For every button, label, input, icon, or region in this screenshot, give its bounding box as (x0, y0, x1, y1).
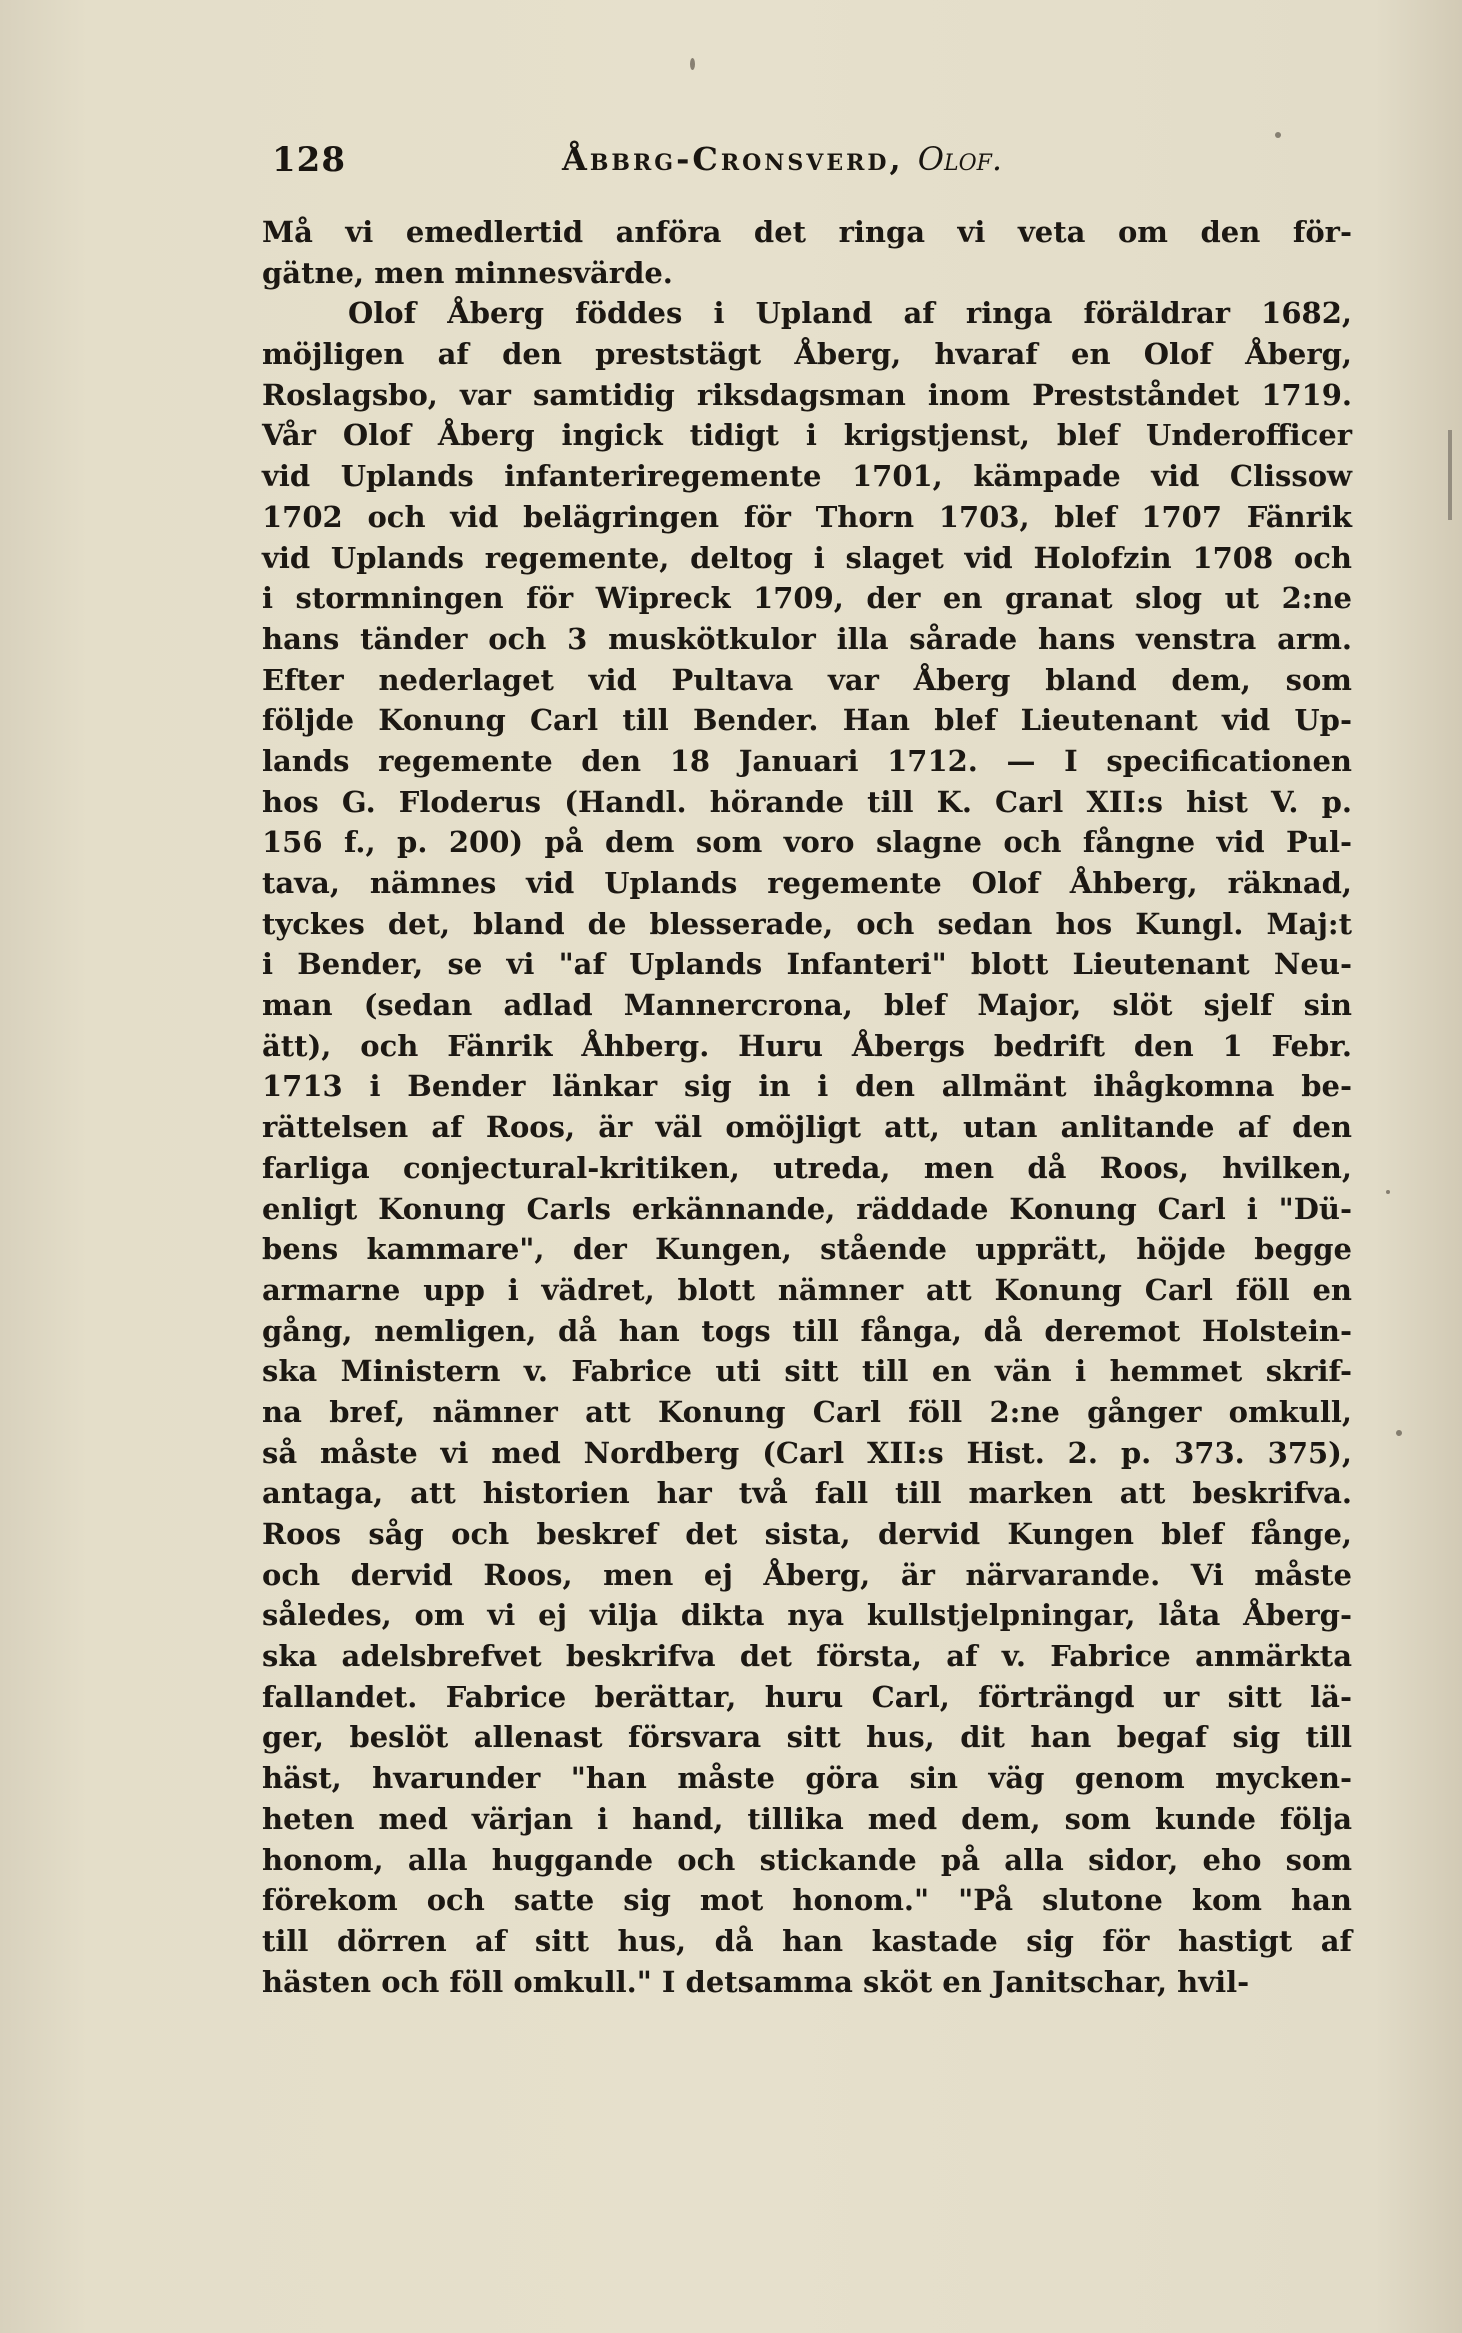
text-line: 1702 och vid belägringen för Thorn 1703, blef 1707 Fänrik (262, 499, 1352, 534)
text-line: 1713 i Bender länkar sig in i den allmänt ihågkomna be- (262, 1069, 1352, 1104)
text-line: na bref, nämner att Konung Carl föll 2:ne gånger omkull, (262, 1394, 1352, 1429)
text-line: 156 f., p. 200) på dem som voro slagne och fångne vid Pul- (262, 825, 1352, 860)
text-line: farliga conjectural-kritiken, utreda, men då Roos, hvilken, (262, 1150, 1352, 1185)
text-line: lands regemente den 18 Januari 1712. — I specificationen (262, 743, 1352, 778)
header-surname: Åbbrg-Cronsverd, (562, 140, 904, 178)
header-title (562, 140, 1002, 178)
paper-speck (690, 58, 695, 70)
text-line: fallandet. Fabrice berättar, huru Carl, förträngd ur sitt lä- (262, 1679, 1352, 1714)
text-line: Vår Olof Åberg ingick tidigt i krigstjenst, blef Underofficer (262, 418, 1352, 453)
text-line: ger, beslöt allenast försvara sitt hus, dit han begaf sig till (262, 1720, 1352, 1755)
paper-speck (1386, 1190, 1390, 1194)
page-number: 128 (272, 140, 346, 180)
running-head (272, 140, 1352, 190)
text-line: hos G. Floderus (Handl. hörande till K. Carl XII:s hist V. p. (262, 784, 1352, 819)
text-line: armarne upp i vädret, blott nämner att Konung Carl föll en (262, 1272, 1352, 1307)
paper-speck (1396, 1430, 1402, 1436)
text-line: följde Konung Carl till Bender. Han blef Lieutenant vid Up- (262, 703, 1352, 738)
text-line: i Bender, se vi "af Uplands Infanteri" blott Lieutenant Neu- (262, 947, 1352, 982)
text-line: ska Ministern v. Fabrice uti sitt till en vän i hemmet skrif- (262, 1354, 1352, 1389)
text-line: rättelsen af Roos, är väl omöjligt att, utan anlitande af den (262, 1110, 1352, 1145)
text-line: Roos såg och beskref det sista, dervid Kungen blef fånge, (262, 1517, 1352, 1551)
text-line: vid Uplands regemente, deltog i slaget vid Holofzin 1708 och (262, 540, 1352, 575)
text-line: enligt Konung Carls erkännande, räddade Konung Carl i "Dü- (262, 1191, 1352, 1226)
text-line: ska adelsbrefvet beskrifva det första, af v. Fabrice anmärkta (262, 1639, 1352, 1674)
text-line: Må vi emedlertid anföra det ringa vi veta om den för- (262, 215, 1352, 249)
text-line: Roslagsbo, var samtidig riksdagsman inom Prestståndet 1719. (262, 377, 1352, 412)
paper-speck (1275, 132, 1281, 138)
text-line: således, om vi ej vilja dikta nya kullstjelpningar, låta Åberg- (262, 1598, 1352, 1633)
text-line: till dörren af sitt hus, då han kastade sig för hastigt af (262, 1923, 1352, 1958)
text-line: gätne, men minnesvärde. (262, 255, 673, 290)
text-line: ätt), och Fänrik Åhberg. Huru Åbergs bedrift den 1 Febr. (262, 1028, 1352, 1063)
text-line: gång, nemligen, då han togs till fånga, då deremot Holstein- (262, 1313, 1352, 1348)
text-line: man (sedan adlad Mannercrona, blef Major, slöt sjelf sin (262, 988, 1352, 1023)
text-line: Olof Åberg föddes i Upland af ringa föräldrar 1682, (348, 296, 1352, 331)
text-line: heten med värjan i hand, tillika med dem, som kunde följa (262, 1801, 1352, 1836)
text-line: häst, hvarunder "han måste göra sin väg genom mycken- (262, 1761, 1352, 1796)
text-line: honom, alla huggande och stickande på alla sidor, eho som (262, 1842, 1352, 1877)
text-line: förekom och satte sig mot honom." "På slutone kom han (262, 1883, 1352, 1918)
text-line: i stormningen för Wipreck 1709, der en granat slog ut 2:ne (262, 581, 1352, 616)
text-line: vid Uplands infanteriregemente 1701, kämpade vid Clissow (262, 459, 1352, 494)
text-line: möjligen af den preststägt Åberg, hvaraf en Olof Åberg, (262, 337, 1352, 372)
text-line: Efter nederlaget vid Pultava var Åberg bland dem, som (262, 662, 1352, 697)
text-line: hästen och föll omkull." I detsamma sköt en Janitschar, hvil- (262, 1964, 1250, 1999)
header-given-name: Olof. (917, 140, 1003, 178)
text-line: hans tänder och 3 muskötkulor illa sårade hans venstra arm. (262, 621, 1352, 656)
body-text (262, 212, 1352, 2002)
page-edge-mark (1448, 430, 1452, 520)
text-line: tyckes det, bland de blesserade, och sedan hos Kungl. Maj:t (262, 906, 1352, 941)
text-line: bens kammare", der Kungen, stående upprätt, höjde begge (262, 1232, 1352, 1267)
text-line: antaga, att historien har två fall till marken att beskrifva. (262, 1476, 1352, 1511)
text-line: så måste vi med Nordberg (Carl XII:s Hist. 2. p. 373. 375), (262, 1435, 1352, 1470)
text-line: och dervid Roos, men ej Åberg, är närvarande. Vi måste (262, 1557, 1352, 1592)
text-line: tava, nämnes vid Uplands regemente Olof Åhberg, räknad, (262, 866, 1352, 900)
